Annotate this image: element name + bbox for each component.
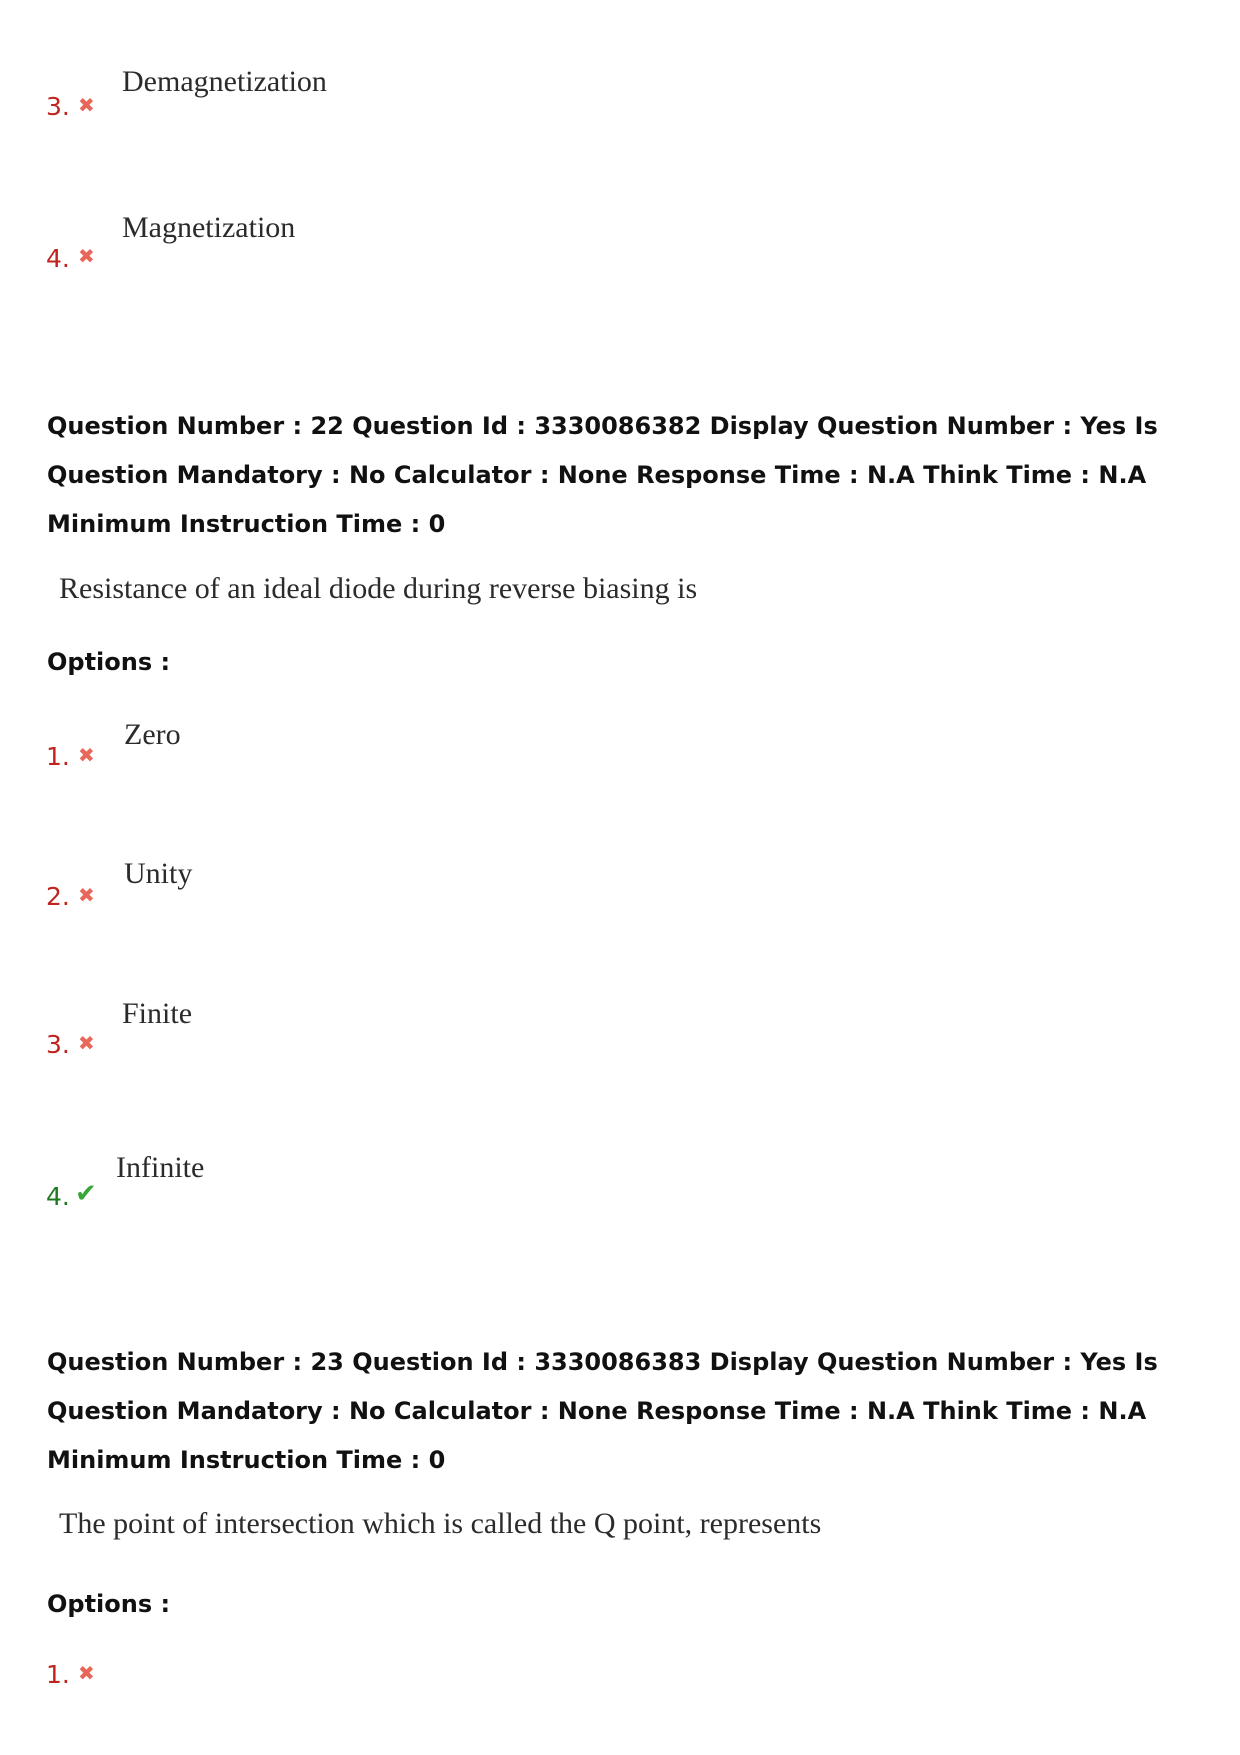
option-text: Infinite (116, 1151, 205, 1184)
option-number: 1. (46, 1660, 70, 1689)
option-number: 4. (46, 244, 70, 273)
cross-icon: ✖ (78, 743, 95, 767)
option-number: 2. (46, 882, 70, 911)
cross-icon: ✖ (78, 93, 95, 117)
question-text: The point of intersection which is called the Q point, represents (59, 1507, 822, 1540)
cross-icon: ✖ (78, 1031, 95, 1055)
question-meta: Question Number : 22 Question Id : 3330086382 Display Question Number : Yes Is Question Mandatory : No Calculator : None Response Time : N.A Think Time : N.A Minimum Instruction Time : 0 (47, 412, 1158, 538)
option-number: 1. (46, 742, 70, 771)
option-number: 4. (46, 1182, 70, 1211)
option-text: Demagnetization (122, 65, 327, 98)
option-text: Magnetization (122, 211, 296, 244)
option-text: Zero (124, 718, 181, 751)
cross-icon: ✖ (78, 1661, 95, 1685)
cross-icon: ✖ (78, 883, 95, 907)
option-text: Unity (124, 857, 193, 890)
option-text: Finite (122, 997, 193, 1030)
option-number: 3. (46, 1030, 70, 1059)
option-number: 3. (46, 92, 70, 121)
cross-icon: ✖ (78, 244, 95, 268)
options-label: Options : (47, 1590, 171, 1618)
question-meta: Question Number : 23 Question Id : 3330086383 Display Question Number : Yes Is Question Mandatory : No Calculator : None Response Time : N.A Think Time : N.A Minimum Instruction Time : 0 (47, 1348, 1158, 1474)
question-text: Resistance of an ideal diode during reverse biasing is (59, 572, 698, 605)
check-icon: ✔ (75, 1179, 97, 1209)
options-label: Options : (47, 648, 171, 676)
